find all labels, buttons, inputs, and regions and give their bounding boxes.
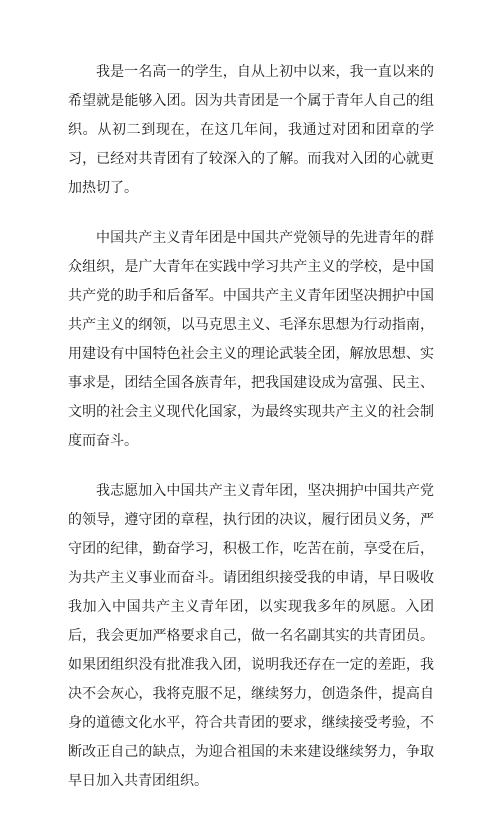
paragraph-2: 中国共产主义青年团是中国共产党领导的先进青年的群众组织，是广大青年在实践中学习共产主义的学校，是中国共产党的助手和后备军。中国共产主义青年团坚决拥护中国共产主义的纲领，以马克思主义、毛泽东思想为行动指南，用建设有中国特色社会主义的理论武装全团，解放思想、实事求是，团结全国各族青年，把我国建设成为富强、民主、文明的社会主义现代化国家，为最终实现共产主义的社会制度而奋斗。 — [68, 230, 434, 449]
document-body — [68, 58, 434, 817]
paragraph-1: 我是一名高一的学生，自从上初中以来，我一直以来的希望就是能够入团。因为共青团是一个属于青年人自己的组织。从初二到现在，在这几年间，我通过对团和团章的学习，已经对共青团有了较深入的了解。而我对入团的心就更加热切了。 — [68, 64, 434, 196]
paragraph-3: 我志愿加入中国共产主义青年团，坚决拥护中国共产党的领导，遵守团的章程，执行团的决议，履行团员义务，严守团的纪律，勤奋学习，积极工作，吃苦在前，享受在后，为共产主义事业而奋斗。请团组织接受我的申请，早日吸收我加入中国共产主义青年团，以实现我多年的夙愿。入团后，我会更加严格要求自己，做一名名副其实的共青团员。如果团组织没有批准我入团，说明我还存在一定的差距，我决不会灰心，我将克服不足，继续努力，创造条件，提高自身的道德文化水平，符合共青团的要求，继续接受考验，不断改正自己的缺点，为迎合祖国的未来建设继续努力，争取早日加入共青团组织。 — [68, 483, 434, 789]
